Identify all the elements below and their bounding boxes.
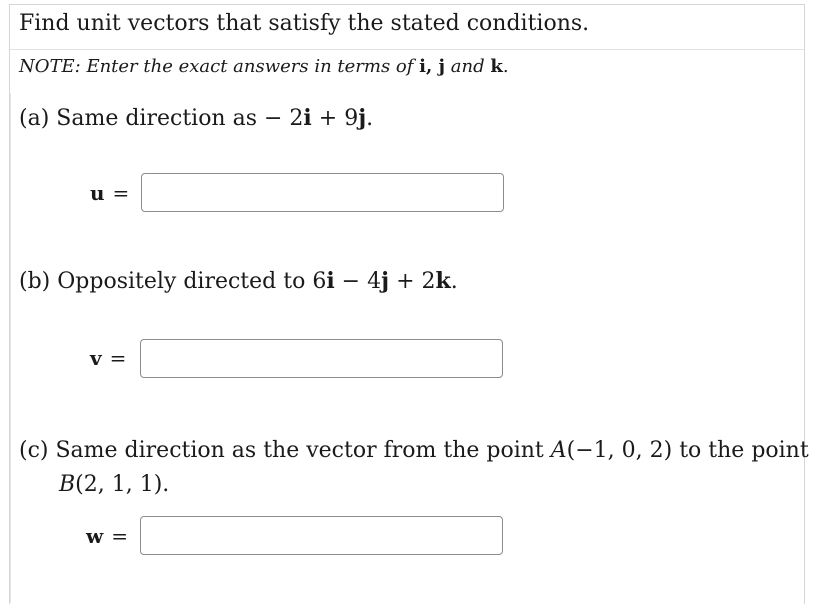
part-a-plus: + 9 <box>311 106 359 131</box>
note-ij: i, j <box>419 56 446 77</box>
part-a-i: i <box>303 105 312 131</box>
answer-v-symbol: v <box>90 346 102 370</box>
answer-u-input[interactable] <box>141 173 504 212</box>
part-c-suffix: to the point <box>672 438 809 463</box>
part-b-minus: − 4 <box>334 269 382 294</box>
note-and: and <box>445 56 491 77</box>
part-a-j: j <box>358 105 367 131</box>
part-c-point-b-coords: (2, 1, 1). <box>75 472 170 497</box>
part-b-j: j <box>381 268 390 294</box>
content-left-border <box>10 93 11 603</box>
part-b-plus: + 2 <box>389 269 436 294</box>
part-b-text: (b) Oppositely directed to 6 <box>19 269 327 294</box>
answer-note <box>19 56 509 77</box>
question-card <box>9 4 809 604</box>
answer-w-symbol: w <box>86 524 104 548</box>
part-c-prompt <box>19 434 809 502</box>
note-prefix: NOTE: Enter the exact answers in terms of <box>19 56 420 77</box>
part-c-prefix: (c) Same direction as the vector from the point <box>19 438 551 463</box>
part-a-end: . <box>366 106 374 131</box>
answer-u-equals: = <box>112 181 130 205</box>
note-suffix: . <box>502 56 509 77</box>
part-b-i: i <box>326 268 335 294</box>
answer-u-label <box>90 181 129 205</box>
part-c-line1 <box>19 434 809 468</box>
part-a-text: (a) Same direction as − 2 <box>19 106 304 131</box>
answer-v-equals: = <box>109 346 127 370</box>
question-title: Find unit vectors that satisfy the stated conditions. <box>19 11 590 36</box>
part-a-prompt <box>19 105 373 131</box>
part-b-prompt <box>19 268 458 294</box>
title-divider <box>10 49 804 50</box>
answer-v-input[interactable] <box>140 339 503 378</box>
part-b-end: . <box>450 269 458 294</box>
answer-w-input[interactable] <box>140 516 503 555</box>
answer-w-equals: = <box>111 524 128 548</box>
answer-u-symbol: u <box>90 181 105 205</box>
part-c-point-a-coords: (−1, 0, 2) <box>566 438 673 463</box>
part-b-k: k <box>435 268 451 294</box>
part-c-line2 <box>19 468 809 502</box>
part-c-point-a-name: A <box>550 438 567 463</box>
part-c-point-b-name: B <box>59 472 76 497</box>
note-k: k <box>490 56 503 77</box>
answer-w-label <box>86 524 128 548</box>
answer-v-label <box>90 346 126 370</box>
